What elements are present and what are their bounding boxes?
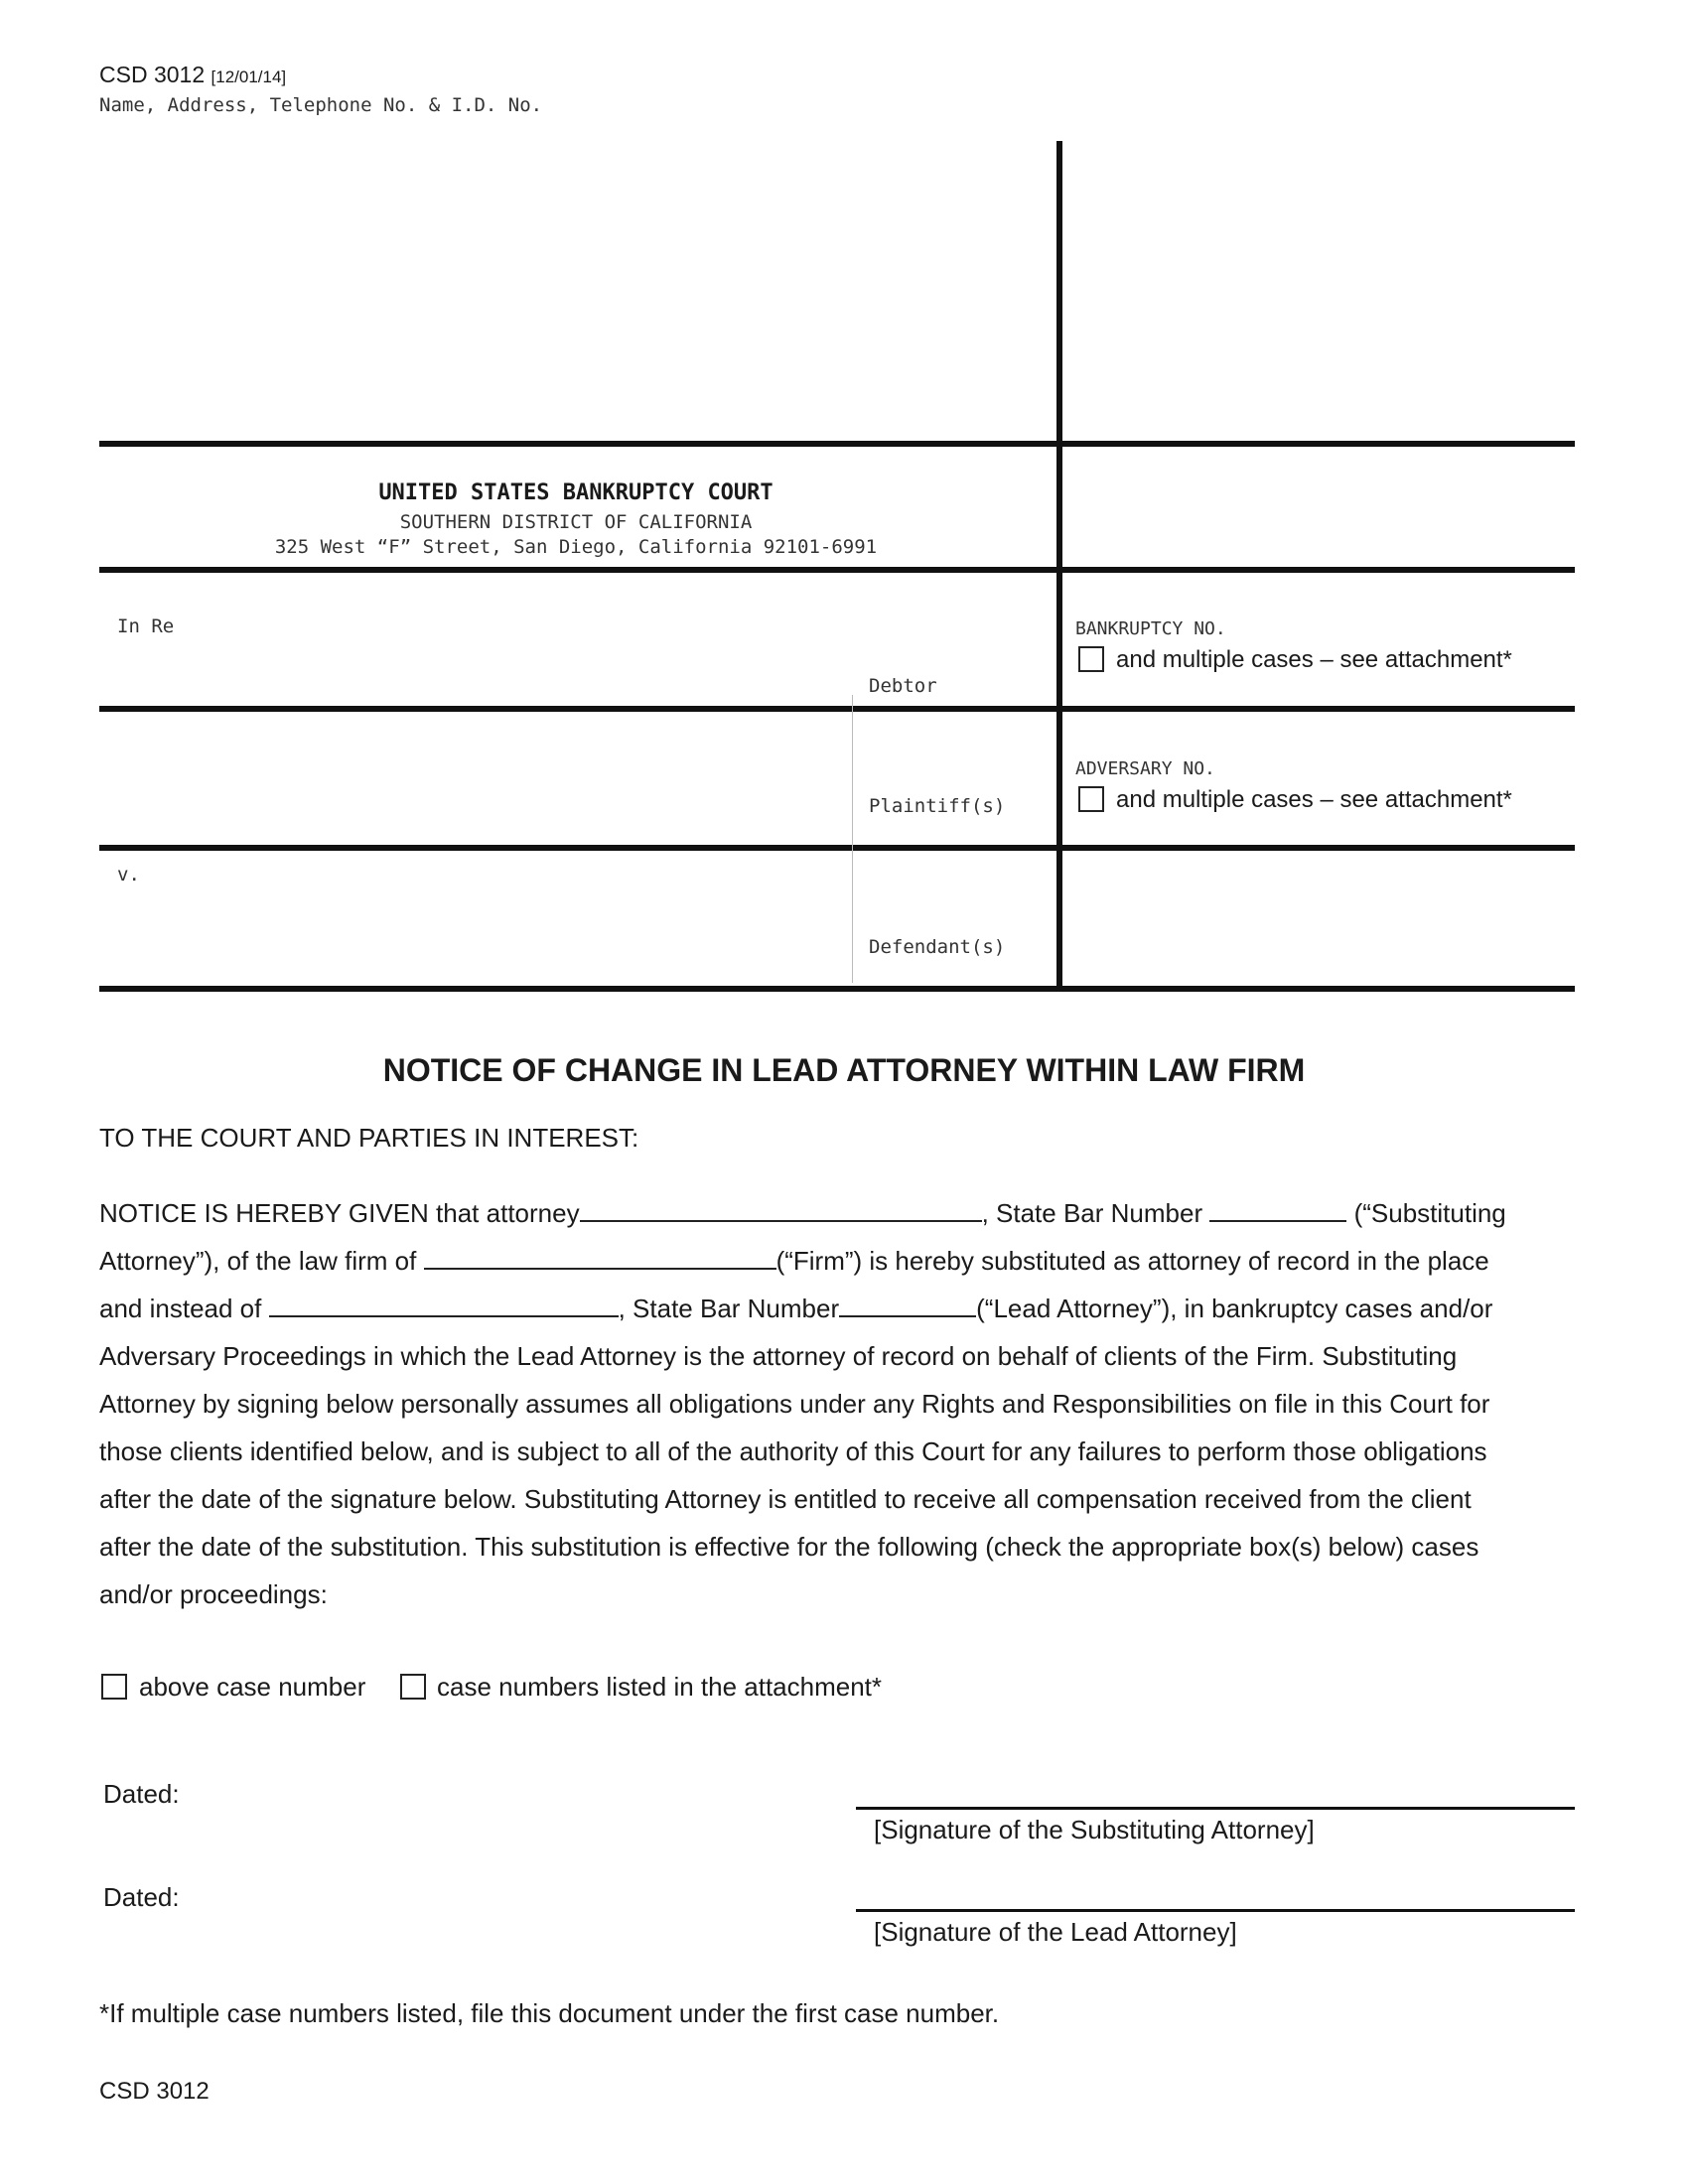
substituting-attorney-field[interactable]: [580, 1196, 982, 1222]
text-notice-given: NOTICE IS HEREBY GIVEN that attorney: [99, 1198, 580, 1228]
text-law-firm: Attorney”), of the law firm of: [99, 1246, 417, 1276]
above-case-label: above case number: [139, 1672, 366, 1702]
paragraph-line-3: [99, 1285, 1599, 1332]
debtor-name-field[interactable]: [109, 643, 844, 693]
debtor-label: Debtor: [869, 675, 937, 697]
paragraph-line-1: [99, 1189, 1599, 1237]
plaintiff-label: Plaintiff(s): [869, 795, 1006, 817]
substituting-signature-line[interactable]: [856, 1807, 1575, 1810]
defendant-name-field[interactable]: [109, 888, 844, 958]
defendant-label: Defendant(s): [869, 936, 1006, 958]
divider-2: [99, 567, 1575, 573]
paragraph-line-6: those clients identified below, and is subject to all of the authority of this Court for any failures to perform those obligations: [99, 1436, 1487, 1466]
attachment-cases-checkbox[interactable]: [400, 1674, 426, 1700]
party-divider: [852, 695, 853, 983]
document-title: NOTICE OF CHANGE IN LEAD ATTORNEY WITHIN LAW FIRM: [382, 1052, 1306, 1088]
attachment-cases-label: case numbers listed in the attachment*: [437, 1672, 883, 1702]
in-re-label: In Re: [117, 615, 175, 637]
lead-signature-line[interactable]: [856, 1909, 1575, 1912]
adversary-no-label: ADVERSARY NO.: [1075, 758, 1215, 779]
adversary-multiple-checkbox[interactable]: [1078, 786, 1104, 812]
paragraph-line-5: Attorney by signing below personally assumes all obligations under any Rights and Responsibilities on file in this Court for: [99, 1389, 1490, 1419]
lead-bar-number-field[interactable]: [839, 1292, 976, 1317]
text-substituting: (“Substituting: [1346, 1198, 1506, 1228]
paragraph-line-9: and/or proceedings:: [99, 1579, 328, 1609]
footnote: *If multiple case numbers listed, file this document under the first case number.: [99, 1998, 1000, 2028]
right-top-field[interactable]: [1064, 149, 1571, 432]
court-district: SOUTHERN DISTRICT OF CALIFORNIA: [399, 511, 753, 533]
bankruptcy-multiple-label: and multiple cases – see attachment*: [1116, 646, 1512, 673]
paragraph-line-8: after the date of the substitution. This substitution is effective for the following (check the appropriate box(s) below) cases: [99, 1532, 1479, 1562]
footer-form-number: CSD 3012: [99, 2078, 210, 2105]
divider-3: [99, 706, 1575, 712]
court-name: UNITED STATES BANKRUPTCY COURT: [378, 480, 774, 505]
notice-paragraph: [99, 1189, 1599, 1618]
plaintiff-name-field[interactable]: [109, 725, 844, 814]
substituting-bar-number-field[interactable]: [1209, 1196, 1346, 1222]
dated-label-2: Dated:: [103, 1882, 180, 1912]
adversary-no-field[interactable]: [1281, 751, 1569, 779]
bankruptcy-multiple-checkbox[interactable]: [1078, 646, 1104, 672]
text-instead-of: and instead of: [99, 1294, 262, 1323]
paragraph-line-2: [99, 1237, 1599, 1285]
lead-signature-label: [Signature of the Lead Attorney]: [874, 1917, 1237, 1947]
date-field-2[interactable]: [199, 1878, 695, 1914]
divider-4: [99, 845, 1575, 851]
adversary-multiple-label: and multiple cases – see attachment*: [1116, 786, 1512, 813]
text-lead-attorney: (“Lead Attorney”), in bankruptcy cases and/or: [976, 1294, 1493, 1323]
lead-attorney-field[interactable]: [269, 1292, 619, 1317]
form-date: [12/01/14]: [211, 68, 287, 86]
above-case-checkbox[interactable]: [101, 1674, 127, 1700]
law-firm-field[interactable]: [424, 1244, 776, 1270]
dated-label-1: Dated:: [103, 1779, 180, 1809]
divider-1: [99, 441, 1575, 447]
attorney-info-field[interactable]: [99, 124, 1053, 432]
text-state-bar-2: , State Bar Number: [618, 1294, 840, 1323]
form-number-header: [99, 62, 286, 88]
text-firm-substituted: (“Firm”) is hereby substituted as attorney of record in the place: [775, 1246, 1489, 1276]
caption-label: Name, Address, Telephone No. & I.D. No.: [99, 94, 543, 116]
paragraph-line-7: after the date of the signature below. Substituting Attorney is entitled to receive all compensation received from the client: [99, 1484, 1472, 1514]
form-number: CSD 3012: [99, 62, 206, 87]
versus-label: v.: [117, 864, 140, 886]
paragraph-line-4: Adversary Proceedings in which the Lead Attorney is the attorney of record on behalf of clients of the Firm. Substituting: [99, 1341, 1458, 1371]
divider-5: [99, 986, 1575, 992]
bankruptcy-no-field[interactable]: [1281, 612, 1569, 639]
text-state-bar-1: , State Bar Number: [981, 1198, 1203, 1228]
substituting-signature-label: [Signature of the Substituting Attorney]: [874, 1815, 1315, 1844]
salutation: TO THE COURT AND PARTIES IN INTEREST:: [99, 1123, 639, 1153]
bankruptcy-no-label: BANKRUPTCY NO.: [1075, 618, 1226, 639]
date-field-1[interactable]: [199, 1775, 695, 1811]
court-address: 325 West “F” Street, San Diego, California 92101-6991: [274, 536, 878, 558]
